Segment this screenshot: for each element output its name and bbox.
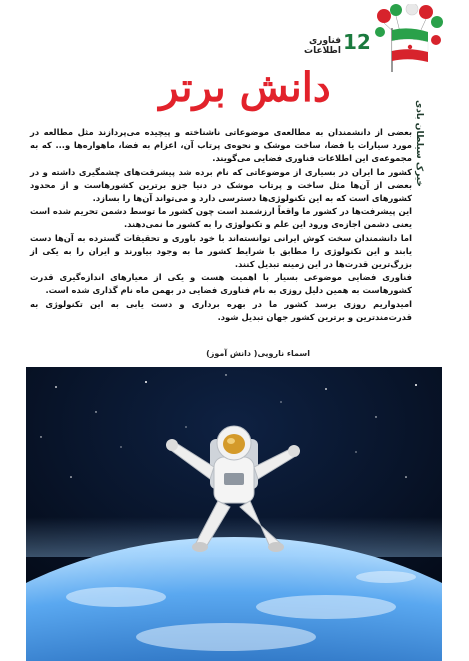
page-title: دانش برتر (159, 64, 331, 111)
iran-flag-balloons-icon (374, 4, 444, 74)
article-paragraph: امیدواریم روزی برسد کشور ما در بهره برداری و دست یابی به این تکنولوژی به قدرت‌مندترین و برترین کشور جهان تبدیل شود. (30, 298, 412, 322)
side-caption: خیرک سیلطان بادی (414, 99, 424, 187)
article-body (30, 126, 412, 324)
article-paragraph: فناوری فضایی موضوعی بسیار با اهمیت هست و یکی از معیارهای اندازه‌گیری قدرت کشورهاست به همین دلیل روزی به نام فناوری فضایی در بهمن ماه نام گذاری شده است. (30, 272, 412, 296)
astronaut-over-earth-icon (26, 367, 442, 661)
article-paragraph: این پیشرفت‌ها در کشور ما واقعاً ارزشمند است چون کشور ما توسط دشمن تحریم شده است یعنی دشمن اجازه‌ی ورود این علم و تکنولوژی را به کشور ما نمی‌دهند. (30, 206, 412, 230)
article-paragraph: بعضی از دانشمندان به مطالعه‌ی موضوعاتی ناشناخته و پیچیده می‌پردازند مثل مطالعه در مورد سیارات یا فضا، ساخت موشک و نحوه‌ی پرتاب آن، اعزام به فضا، ماهواره‌ها و... که به مجموعه‌ی این اطلاعات فناوری فضایی می‌گویند. (30, 127, 412, 164)
article-paragraph: اما دانشمندان سخت کوش ایرانی توانسته‌اند با خود باوری و تحقیقات گسترده به آن‌ها دست یابند و این تکنولوژی را مطابق با شرایط کشور ما به وجود بیاورند و ایران را به یکی از بزرگ‌ترین قدرت‌ها در این زمینه تبدیل کنند. (30, 232, 412, 270)
astronaut-photo (26, 367, 442, 661)
article-paragraph: کشور ما ایران در بسیاری از موضوعاتی که نام برده شد پیشرفت‌های چشمگیری داشته و در بعضی از آن‌ها مثل ساخت و پرتاب موشک در دنیا جزو برترین کشورهاست و از محدود کشورهای است که به این تکنولوژی‌ها دسترسی دارد و می‌تواند آن‌ها را بسازد. (30, 166, 412, 204)
author-credit: اسماء نارویی( دانش آموز) (206, 349, 310, 358)
section-label: فناوری اطلاعات (304, 36, 341, 56)
section-number: 12 (343, 30, 371, 54)
